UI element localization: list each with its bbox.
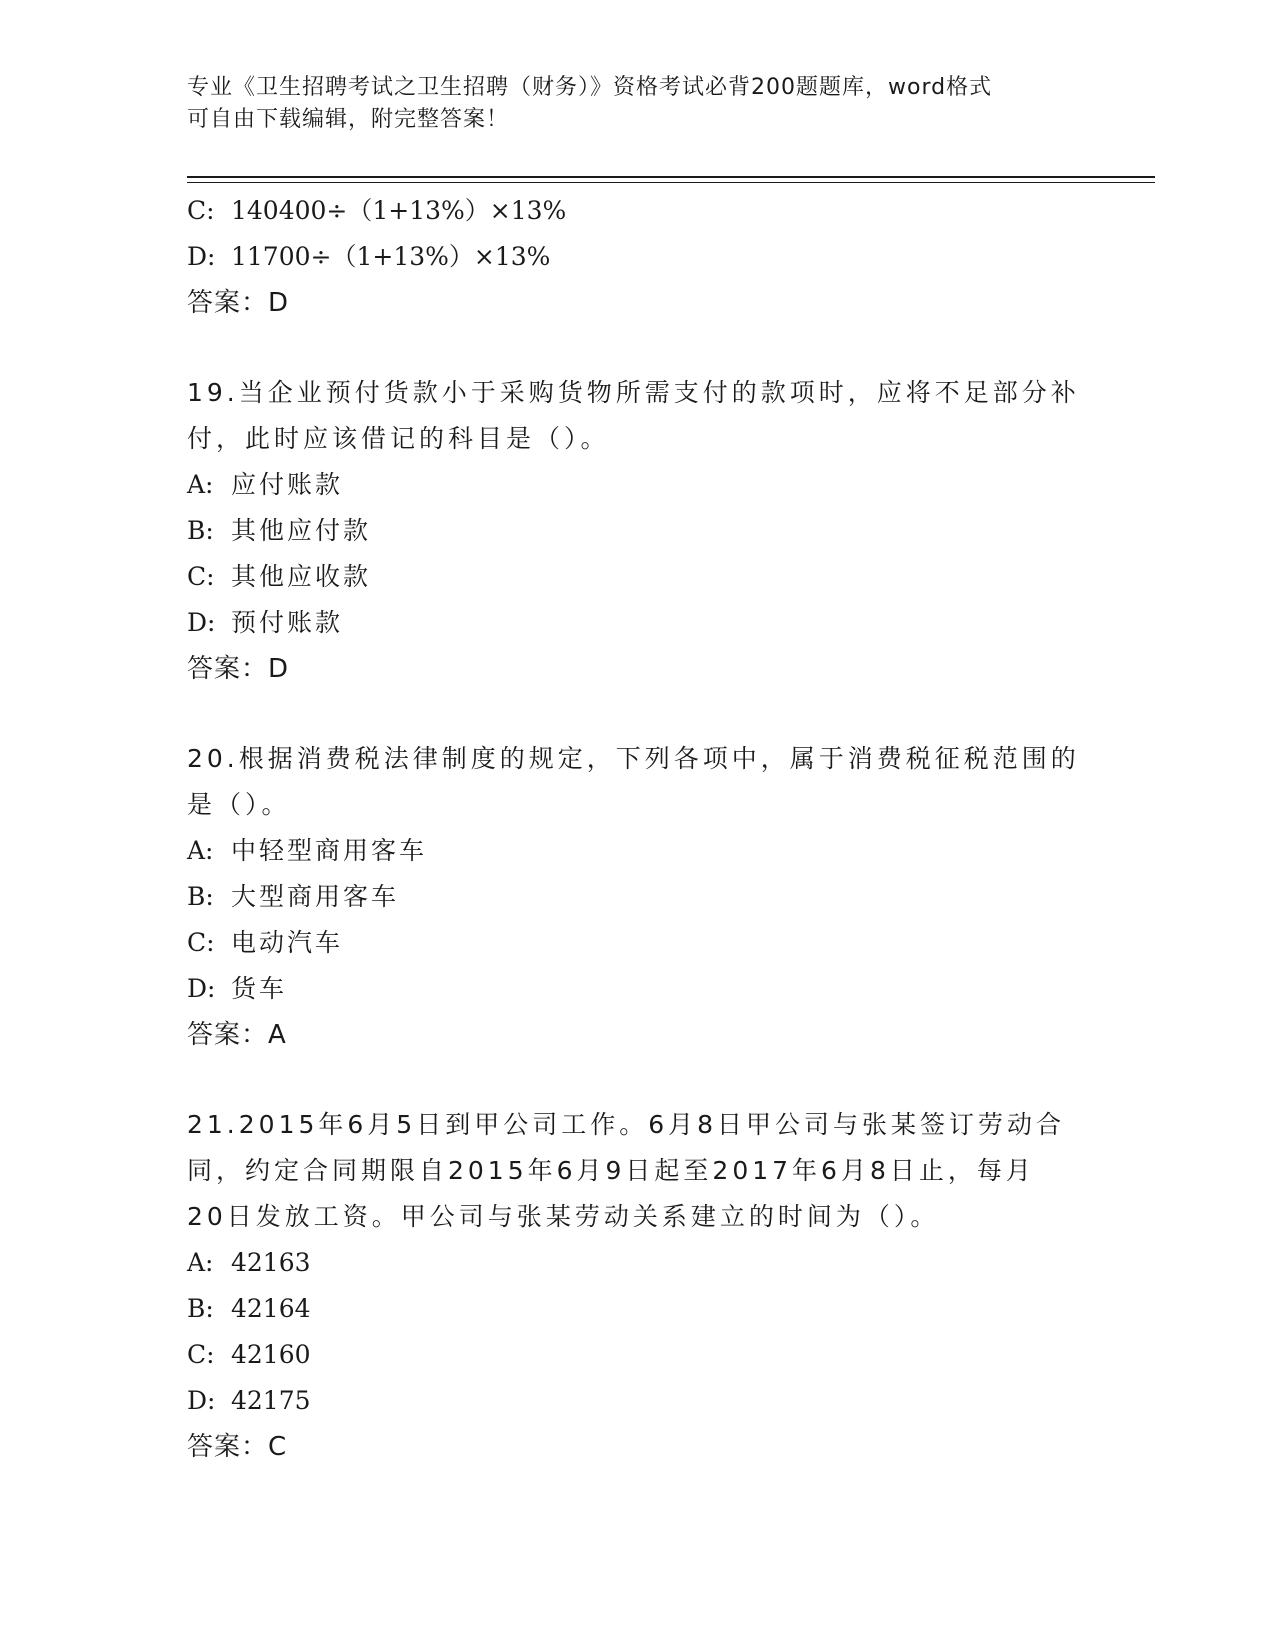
option-b: B: 其他应付款	[187, 516, 372, 545]
question-text: 21.2015年6月5日到甲公司工作。6月8日甲公司与张某签订劳动合 同，约定合同期限自2015年6月9日起至2017年6月8日止，每月 20日发放工资。甲公司与张某劳动关系建立的时间为（）。	[187, 1110, 1066, 1231]
question-20	[187, 736, 1087, 1058]
option-text: 大型商用客车	[231, 882, 400, 911]
question-text: 20.根据消费税法律制度的规定，下列各项中，属于消费税征税范围的 是（）。	[187, 744, 1080, 819]
header-line-1: 专业《卫生招聘考试之卫生招聘（财务）》资格考试必背200题题库，word格式	[187, 75, 993, 100]
answer-line: 答案：D	[187, 654, 290, 684]
question-18-tail	[187, 188, 1087, 326]
option-d: D: 11700÷（1+13%）×13%	[187, 242, 551, 271]
option-d: D: 42175	[187, 1386, 311, 1415]
option-d: D: 货车	[187, 974, 288, 1003]
option-text: 140400÷（1+13%）×13%	[231, 196, 567, 225]
option-text: 预付账款	[231, 608, 344, 637]
option-text: 货车	[231, 974, 288, 1003]
answer-line: 答案：A	[187, 1020, 287, 1050]
option-text: 42163	[231, 1248, 311, 1277]
option-text: 中轻型商用客车	[231, 836, 428, 865]
question-19	[187, 370, 1087, 692]
option-c: C: 其他应收款	[187, 562, 372, 591]
answer-line: 答案：C	[187, 1432, 288, 1462]
option-text: 其他应收款	[231, 562, 372, 591]
option-b: B: 大型商用客车	[187, 882, 400, 911]
option-a: A: 中轻型商用客车	[187, 836, 428, 865]
option-a: A: 42163	[187, 1248, 311, 1277]
question-21	[187, 1102, 1087, 1470]
option-d: D: 预付账款	[187, 608, 344, 637]
option-text: 42164	[231, 1294, 311, 1323]
document-header	[187, 72, 1067, 136]
option-a: A: 应付账款	[187, 470, 344, 499]
header-line-2: 可自由下载编辑，附完整答案！	[187, 107, 510, 132]
option-text: 应付账款	[231, 470, 344, 499]
option-text: 电动汽车	[231, 928, 344, 957]
header-divider-thick	[187, 176, 1155, 178]
question-text: 19.当企业预付货款小于采购货物所需支付的款项时，应将不足部分补 付，此时应该借记的科目是（）。	[187, 378, 1080, 453]
option-c: C: 电动汽车	[187, 928, 344, 957]
option-text: 其他应付款	[231, 516, 372, 545]
option-c: C: 140400÷（1+13%）×13%	[187, 196, 567, 225]
answer-line: 答案：D	[187, 288, 290, 318]
option-text: 42175	[231, 1386, 311, 1415]
header-divider-thin	[187, 182, 1155, 183]
document-body	[187, 188, 1087, 1470]
option-b: B: 42164	[187, 1294, 311, 1323]
option-text: 42160	[231, 1340, 311, 1369]
option-text: 11700÷（1+13%）×13%	[231, 242, 551, 271]
option-c: C: 42160	[187, 1340, 311, 1369]
